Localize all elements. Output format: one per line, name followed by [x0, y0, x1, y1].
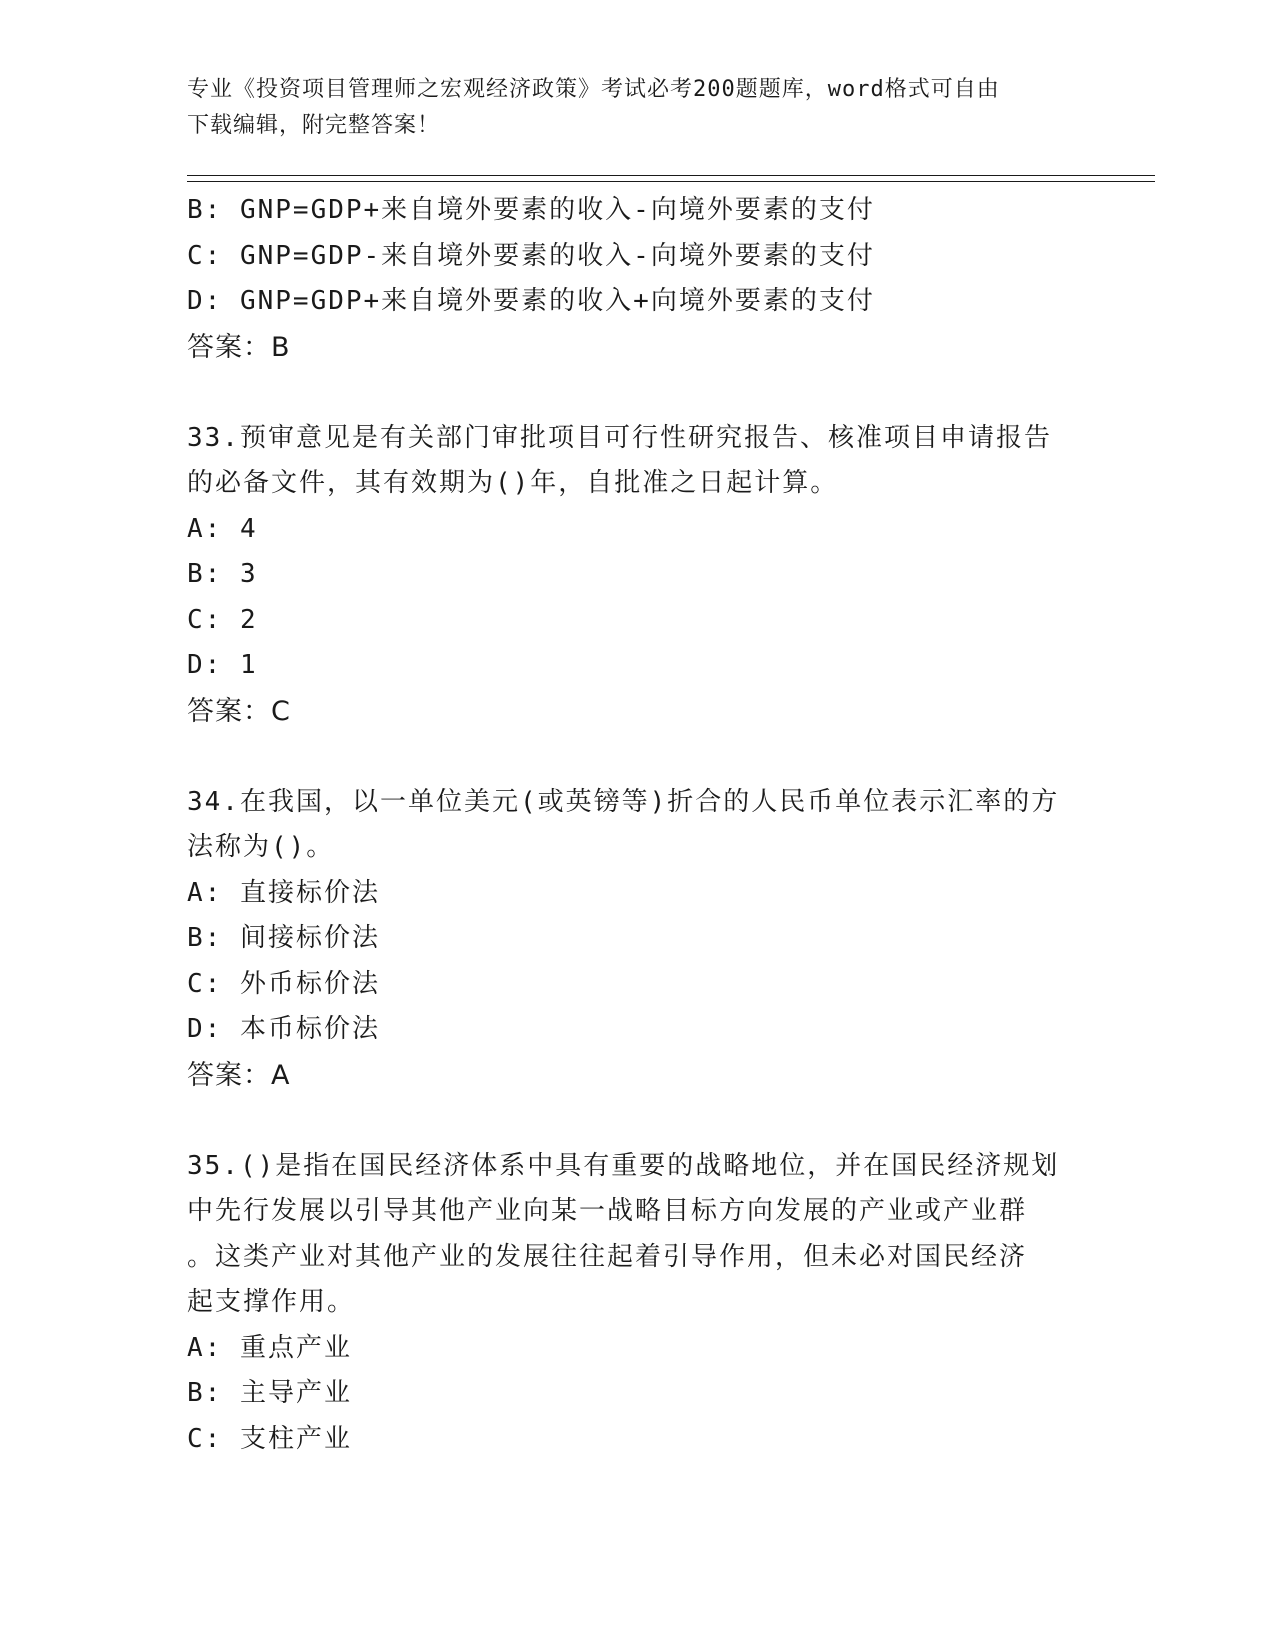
question-text-line: 。这类产业对其他产业的发展往往起着引导作用，但未必对国民经济: [187, 1241, 1028, 1272]
question-34: [187, 780, 1087, 1099]
question-33: [187, 416, 1087, 735]
option-d: D: 本币标价法: [187, 1014, 380, 1044]
question-list: [187, 188, 1087, 1462]
option-c: C: 2: [187, 604, 258, 635]
question-text-line: 33.预审意见是有关部门审批项目可行性研究报告、核准项目申请报告: [187, 422, 1052, 453]
question-32: [187, 188, 1087, 370]
option-b: B: 3: [187, 559, 258, 589]
spacer: [187, 1098, 1087, 1144]
option-b: B: 间接标价法: [187, 923, 380, 953]
option-d: D: 1: [187, 650, 258, 680]
answer: 答案：B: [187, 331, 291, 363]
question-text-line: 34.在我国，以一单位美元(或英镑等)折合的人民币单位表示汇率的方: [187, 786, 1060, 817]
question-35: [187, 1144, 1087, 1463]
option-b: B: GNP=GDP+来自境外要素的收入-向境外要素的支付: [187, 195, 875, 225]
answer: 答案：C: [187, 695, 291, 727]
option-c: C: 支柱产业: [187, 1423, 352, 1454]
document-header: [187, 72, 1067, 144]
question-text-line: 法称为()。: [187, 832, 335, 862]
option-c: C: GNP=GDP-来自境外要素的收入-向境外要素的支付: [187, 240, 875, 271]
header-line-2: 下载编辑，附完整答案！: [187, 113, 441, 138]
answer: 答案：A: [187, 1059, 291, 1091]
option-a: A: 直接标价法: [187, 877, 380, 908]
question-text-line: 的必备文件，其有效期为()年，自批准之日起计算。: [187, 468, 839, 498]
spacer: [187, 370, 1087, 416]
question-text-line: 起支撑作用。: [187, 1287, 356, 1317]
header-line-1: 专业《投资项目管理师之宏观经济政策》考试必考200题题库，word格式可自由: [187, 77, 1000, 102]
header-divider-top: [187, 175, 1155, 176]
header-divider-bottom: [187, 181, 1155, 182]
option-a: A: 4: [187, 513, 258, 544]
option-a: A: 重点产业: [187, 1332, 352, 1363]
question-text-line: 35.()是指在国民经济体系中具有重要的战略地位，并在国民经济规划: [187, 1150, 1060, 1181]
spacer: [187, 734, 1087, 780]
question-text-line: 中先行发展以引导其他产业向某一战略目标方向发展的产业或产业群: [187, 1196, 1028, 1226]
option-b: B: 主导产业: [187, 1378, 352, 1408]
option-c: C: 外币标价法: [187, 968, 380, 999]
option-d: D: GNP=GDP+来自境外要素的收入+向境外要素的支付: [187, 286, 875, 316]
